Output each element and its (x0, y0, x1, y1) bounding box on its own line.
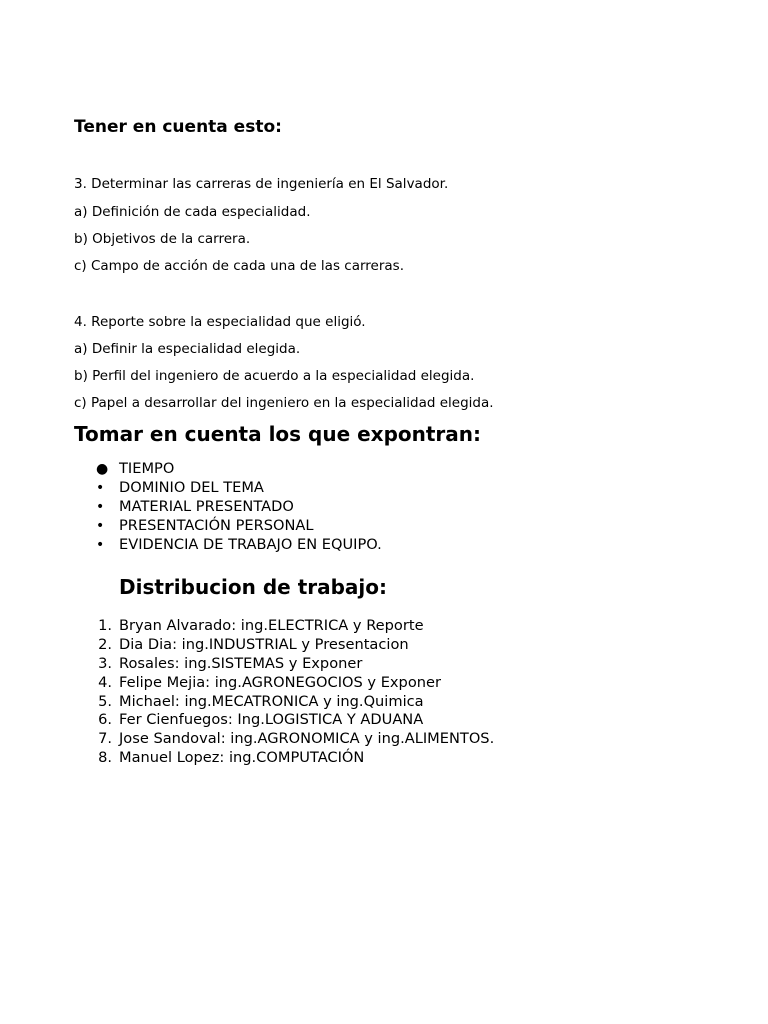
task-4a: a) Definir la especialidad elegida. (74, 341, 301, 357)
bullet-icon: ● (96, 461, 109, 477)
task-4b: b) Perfil del ingeniero de acuerdo a la especialidad elegida. (74, 368, 475, 384)
bullet-icon: • (96, 479, 105, 496)
list-item (74, 636, 494, 655)
list-item-text: Felipe Mejia: ing.AGRONEGOCIOS y Exponer (119, 673, 441, 691)
list-item (74, 693, 494, 712)
section2-heading: Tomar en cuenta los que expontran: (74, 422, 482, 446)
list-number: 2. (98, 635, 112, 653)
list-item (74, 517, 382, 536)
list-number: 4. (98, 673, 112, 691)
bullet-icon: • (96, 517, 105, 534)
task-3-title: 3. Determinar las carreras de ingeniería en El Salvador. (74, 176, 449, 192)
list-item-text: Dia Dia: ing.INDUSTRIAL y Presentacion (119, 635, 409, 653)
list-item (74, 498, 382, 517)
list-item-text: Bryan Alvarado: ing.ELECTRICA y Reporte (119, 617, 424, 634)
list-item-text: TIEMPO (119, 460, 175, 477)
list-number: 5. (98, 692, 112, 710)
task-4-title: 4. Reporte sobre la especialidad que eligió. (74, 314, 366, 330)
list-item (74, 617, 494, 636)
section1-heading: Tener en cuenta esto: (74, 117, 282, 137)
list-item (74, 674, 494, 693)
bullet-icon: • (96, 536, 105, 553)
list-item (74, 655, 494, 674)
task-3c: c) Campo de acción de cada una de las carreras. (74, 258, 404, 274)
list-item-text: Manuel Lopez: ing.COMPUTACIÓN (119, 749, 365, 767)
list-item (74, 749, 494, 768)
list-item-text: MATERIAL PRESENTADO (119, 497, 294, 515)
list-item-text: Jose Sandoval: ing.AGRONOMICA y ing.ALIMENTOS. (119, 730, 495, 748)
list-item (74, 711, 494, 730)
list-item-text: Michael: ing.MECATRONICA y ing.Quimica (119, 692, 424, 710)
list-number: 7. (98, 730, 112, 748)
list-number: 3. (98, 654, 112, 672)
task-3a: a) Definición de cada especialidad. (74, 204, 311, 220)
list-item (74, 460, 382, 479)
list-item-text: Fer Cienfuegos: Ing.LOGISTICA Y ADUANA (119, 711, 424, 729)
list-item (74, 536, 382, 555)
list-number: 1. (98, 617, 112, 634)
bullet-icon: • (96, 498, 105, 515)
list-item (74, 730, 494, 749)
task-4c: c) Papel a desarrollar del ingeniero en la especialidad elegida. (74, 395, 494, 411)
list-item-text: Rosales: ing.SISTEMAS y Exponer (119, 654, 363, 672)
list-number: 8. (98, 749, 112, 767)
list-item-text: DOMINIO DEL TEMA (119, 478, 264, 496)
criteria-list (74, 460, 382, 554)
work-distribution-list (74, 617, 494, 768)
section3-heading: Distribucion de trabajo: (119, 575, 388, 599)
task-3b: b) Objetivos de la carrera. (74, 231, 251, 247)
list-item (74, 479, 382, 498)
list-number: 6. (98, 711, 112, 729)
list-item-text: PRESENTACIÓN PERSONAL (119, 516, 314, 534)
list-item-text: EVIDENCIA DE TRABAJO EN EQUIPO. (119, 535, 382, 553)
